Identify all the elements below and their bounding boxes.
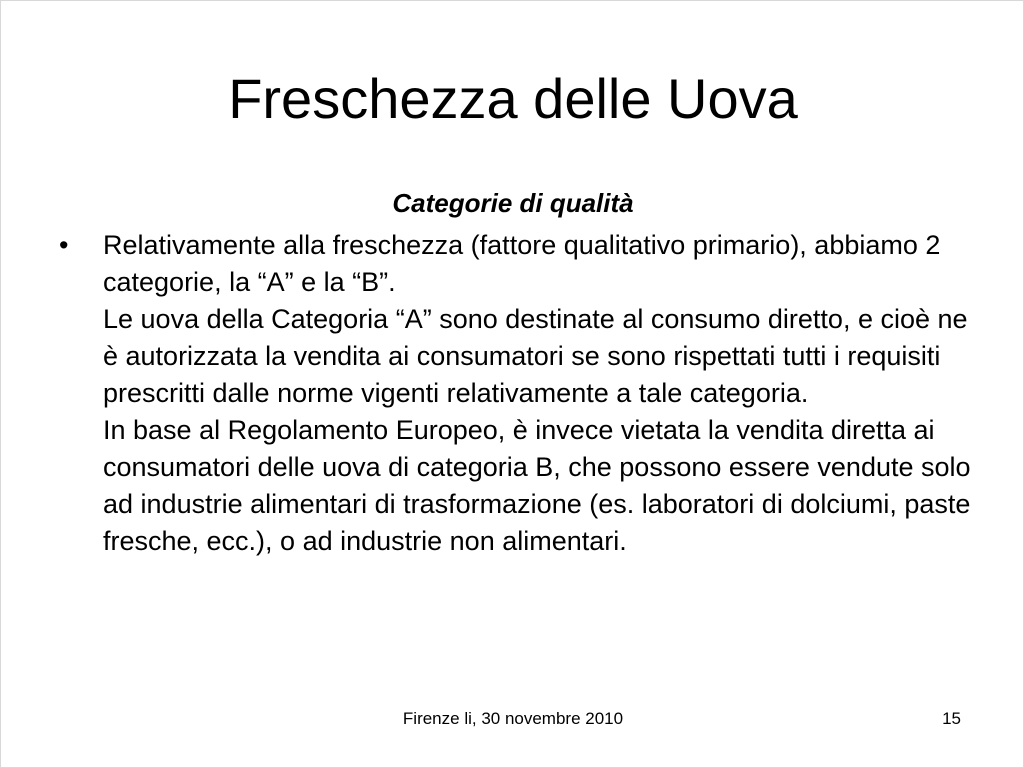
paragraph-2: Le uova della Categoria “A” sono destinate al consumo diretto, e cioè ne è autorizzata la vendita ai consumatori se sono rispettati tutti i requisiti prescritti dalle norme vigenti relativamente a tale categoria. (103, 304, 968, 408)
page-number: 15 (942, 709, 961, 728)
slide-title: Freschezza delle Uova (228, 67, 798, 130)
footer-date: Firenze li, 30 novembre 2010 (402, 709, 624, 728)
paragraph-1: Relativamente alla freschezza (fattore qualitativo primario), abbiamo 2 categorie, la “A” e la “B”. (103, 230, 941, 297)
slide-subtitle: Categorie di qualità (392, 188, 634, 218)
paragraph-3: In base al Regolamento Europeo, è invece vietata la vendita diretta ai consumatori delle uova di categoria B, che possono essere vendute solo ad industrie alimentari di trasformazione (es. laboratori di dolciumi, paste fresche, ecc.), o ad industrie non alimentari. (103, 415, 971, 556)
bullet-list (59, 227, 979, 560)
bullet-icon: • (59, 230, 69, 260)
bullet-item (59, 227, 979, 560)
